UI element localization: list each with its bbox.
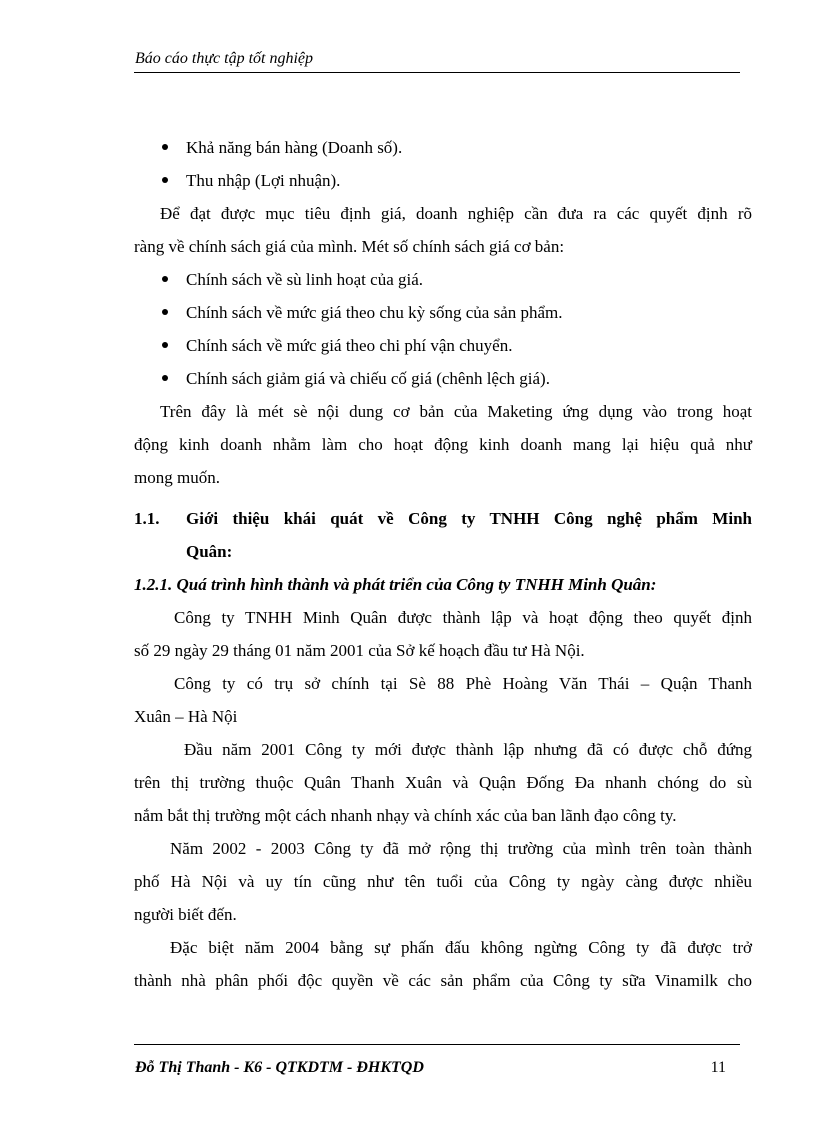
page-content: [134, 131, 752, 997]
paragraph-line: Công ty có trụ sở chính tại Sè 88 Phè Hoàng Văn Thái – Quận Thanh: [174, 674, 752, 693]
list-item-text: Khả năng bán hàng (Doanh số).: [186, 138, 403, 157]
bullet-icon: [162, 375, 168, 381]
list-item-text: Chính sách về mức giá theo chi phí vận chuyển.: [186, 336, 513, 355]
paragraph-2002: [134, 832, 752, 931]
bullet-icon: [162, 276, 168, 282]
paragraph-line: Để đạt được mục tiêu định giá, doanh nghiệp cần đưa ra các quyết định rõ: [160, 204, 752, 223]
section-title-line: Giới thiệu khái quát về Công ty TNHH Công nghệ phẩm Minh: [186, 509, 752, 528]
paragraph-line: số 29 ngày 29 tháng 01 năm 2001 của Sở kế hoạch đầu tư Hà Nội.: [134, 641, 585, 660]
list-item: [134, 131, 752, 164]
paragraph-line: Đầu năm 2001 Công ty mới được thành lập nhưng đã có được chỗ đứng: [184, 740, 752, 759]
bullet-icon: [162, 342, 168, 348]
list-item: [134, 164, 752, 197]
paragraph-line: người biết đến.: [134, 905, 237, 924]
list-item-text: Chính sách về sù linh hoạt của giá.: [186, 270, 424, 289]
list-item-text: Thu nhập (Lợi nhuận).: [186, 171, 341, 190]
paragraph-line: ràng về chính sách giá của mình. Mét số chính sách giá cơ bản:: [134, 237, 565, 256]
list-item: [134, 296, 752, 329]
paragraph-line: thành nhà phân phối độc quyền về các sản phẩm của Công ty sữa Vinamilk cho: [134, 971, 752, 990]
list-item-text: Chính sách về mức giá theo chu kỳ sống của sản phẩm.: [186, 303, 563, 322]
section-heading: [134, 502, 752, 568]
subsection-heading: 1.2.1. Quá trình hình thành và phát triển của Công ty TNHH Minh Quân:: [134, 575, 657, 594]
list-item: [134, 263, 752, 296]
paragraph-line: mong muốn.: [134, 468, 220, 487]
paragraph-summary: [134, 395, 752, 494]
paragraph-headquarters: [134, 667, 752, 733]
page-header: [134, 50, 740, 73]
paragraph-line: Năm 2002 - 2003 Công ty đã mở rộng thị trường của mình trên toàn thành: [170, 839, 752, 858]
page-number: 11: [710, 1059, 726, 1076]
bullet-icon: [162, 144, 168, 150]
paragraph-line: Xuân – Hà Nội: [134, 707, 238, 726]
paragraph-2004: [134, 931, 752, 997]
section-number: 1.1.: [134, 509, 160, 528]
list-item: [134, 362, 752, 395]
page-footer: [134, 1044, 740, 1085]
bullet-list-goals: [134, 131, 752, 197]
paragraph-line: Trên đây là mét sè nội dung cơ bản của Maketing ứng dụng vào trong hoạt: [160, 402, 752, 421]
paragraph-line: động kinh doanh nhằm làm cho hoạt động kinh doanh mang lại hiệu quả như: [134, 435, 752, 454]
section-title-line: Quân:: [186, 542, 233, 561]
list-item-text: Chính sách giảm giá và chiếu cố giá (chênh lệch giá).: [186, 369, 550, 388]
header-title: Báo cáo thực tập tốt nghiệp: [135, 50, 314, 67]
bullet-list-policies: [134, 263, 752, 395]
paragraph-line: phố Hà Nội và uy tín cũng như tên tuổi của Công ty ngày càng được nhiều: [134, 872, 752, 891]
paragraph-2001: [134, 733, 752, 832]
bullet-icon: [162, 177, 168, 183]
bullet-icon: [162, 309, 168, 315]
footer-author: Đỗ Thị Thanh - K6 - QTKDTM - ĐHKTQD: [135, 1059, 424, 1076]
list-item: [134, 329, 752, 362]
paragraph-line: Công ty TNHH Minh Quân được thành lập và hoạt động theo quyết định: [174, 608, 752, 627]
paragraph-line: Đặc biệt năm 2004 bằng sự phấn đấu không ngừng Công ty đã được trở: [170, 938, 752, 957]
paragraph-line: trên thị trường thuộc Quân Thanh Xuân và Quận Đống Đa nhanh chóng do sù: [134, 773, 752, 792]
paragraph-pricing: [134, 197, 752, 263]
paragraph-line: nắm bắt thị trường một cách nhanh nhạy và chính xác của ban lãnh đạo công ty.: [134, 806, 677, 825]
paragraph-founded: [134, 601, 752, 667]
